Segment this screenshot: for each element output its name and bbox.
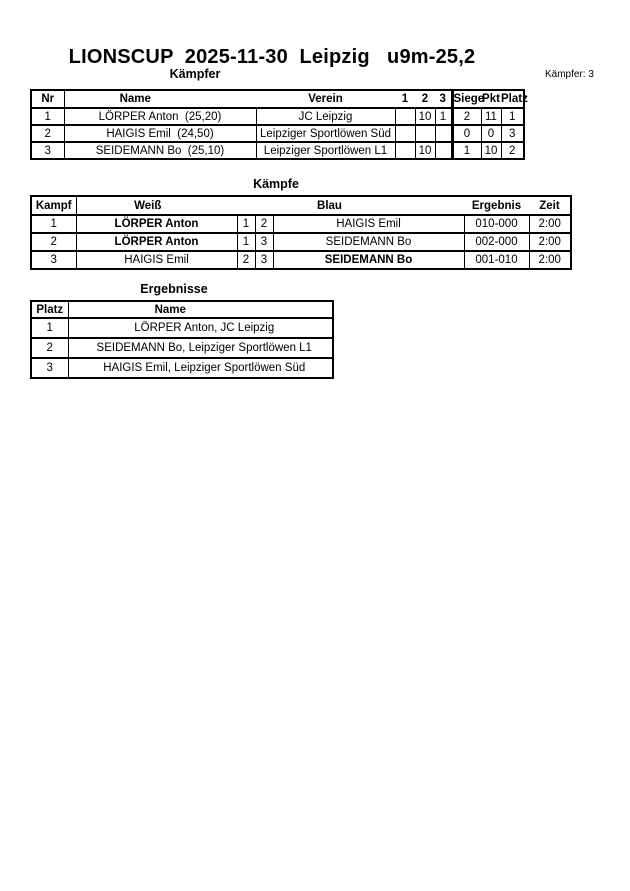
cell-weiss: LÖRPER Anton [76, 215, 237, 233]
col-header-spacer2 [255, 196, 273, 215]
cell-pkt: 0 [481, 125, 501, 142]
cell-platz: 1 [31, 318, 68, 338]
section-title-kaempfer: Kämpfer [169, 67, 221, 81]
col-header-kampf: Kampf [31, 196, 76, 215]
cell-pkt: 10 [481, 142, 501, 159]
section-title-kaempfe: Kämpfe [253, 177, 299, 191]
cell-vs1 [395, 142, 415, 159]
cell-pkt: 11 [481, 108, 501, 125]
cell-vs1 [395, 108, 415, 125]
cell-blau: HAIGIS Emil [273, 215, 464, 233]
cell-name: HAIGIS Emil, Leipziger Sportlöwen Süd [68, 358, 333, 378]
table-row [31, 108, 524, 125]
ergebnisse-table [30, 300, 334, 379]
cell-verein: Leipziger Sportlöwen L1 [256, 142, 395, 159]
cell-zeit: 2:00 [529, 251, 571, 269]
ergebnisse-header-row [31, 301, 333, 318]
fighters-count-label: Kämpfer: 3 [545, 69, 594, 80]
col-header-weiss: Weiß [76, 196, 237, 215]
col-header-siege: Siege [452, 90, 481, 108]
cell-siege: 2 [452, 108, 481, 125]
col-header-3: 3 [435, 90, 452, 108]
cell-platz: 3 [501, 125, 524, 142]
col-header-platz: Platz [31, 301, 68, 318]
cell-blau-nr: 2 [255, 215, 273, 233]
cell-weiss: HAIGIS Emil [76, 251, 237, 269]
cell-name: SEIDEMANN Bo, Leipziger Sportlöwen L1 [68, 338, 333, 358]
cell-siege: 1 [452, 142, 481, 159]
cell-zeit: 2:00 [529, 233, 571, 251]
cell-siege: 0 [452, 125, 481, 142]
col-header-blau: Blau [273, 196, 464, 215]
cell-vs2: 10 [415, 142, 435, 159]
page-title: LIONSCUP 2025-11-30 Leipzig u9m-25,2 [68, 46, 476, 68]
kaempfe-header-row [31, 196, 571, 215]
col-header-nr: Nr [31, 90, 64, 108]
col-header-name: Name [68, 301, 333, 318]
cell-platz: 2 [501, 142, 524, 159]
cell-name: LÖRPER Anton, JC Leipzig [68, 318, 333, 338]
cell-name: HAIGIS Emil (24,50) [64, 125, 256, 142]
cell-blau: SEIDEMANN Bo [273, 233, 464, 251]
kaempfe-table [30, 195, 572, 270]
col-header-1: 1 [395, 90, 415, 108]
col-header-spacer1 [237, 196, 255, 215]
col-header-name: Name [64, 90, 256, 108]
cell-verein: JC Leipzig [256, 108, 395, 125]
cell-blau-nr: 3 [255, 251, 273, 269]
cell-vs2: 10 [415, 108, 435, 125]
kaempfer-header-row [31, 90, 524, 108]
cell-vs3: 1 [435, 108, 452, 125]
cell-ergebnis: 002-000 [464, 233, 529, 251]
table-row [31, 358, 333, 378]
cell-platz: 1 [501, 108, 524, 125]
cell-ergebnis: 010-000 [464, 215, 529, 233]
cell-weiss-nr: 2 [237, 251, 255, 269]
table-row [31, 318, 333, 338]
cell-weiss-nr: 1 [237, 233, 255, 251]
cell-verein: Leipziger Sportlöwen Süd [256, 125, 395, 142]
cell-vs1 [395, 125, 415, 142]
cell-name: SEIDEMANN Bo (25,10) [64, 142, 256, 159]
cell-nr: 3 [31, 142, 64, 159]
col-header-ergebnis: Ergebnis [464, 196, 529, 215]
col-header-pkt: Pkt [481, 90, 501, 108]
cell-kampf: 2 [31, 233, 76, 251]
col-header-2: 2 [415, 90, 435, 108]
cell-nr: 2 [31, 125, 64, 142]
col-header-zeit: Zeit [529, 196, 571, 215]
cell-blau: SEIDEMANN Bo [273, 251, 464, 269]
cell-vs3 [435, 142, 452, 159]
table-row [31, 233, 571, 251]
cell-platz: 2 [31, 338, 68, 358]
table-row [31, 125, 524, 142]
cell-weiss: LÖRPER Anton [76, 233, 237, 251]
col-header-verein: Verein [256, 90, 395, 108]
section-title-ergebnisse: Ergebnisse [140, 282, 208, 296]
cell-vs3 [435, 125, 452, 142]
cell-platz: 3 [31, 358, 68, 378]
cell-vs2 [415, 125, 435, 142]
cell-zeit: 2:00 [529, 215, 571, 233]
col-header-platz: Platz [501, 90, 524, 108]
table-row [31, 338, 333, 358]
cell-weiss-nr: 1 [237, 215, 255, 233]
cell-blau-nr: 3 [255, 233, 273, 251]
cell-kampf: 3 [31, 251, 76, 269]
table-row [31, 142, 524, 159]
cell-kampf: 1 [31, 215, 76, 233]
cell-ergebnis: 001-010 [464, 251, 529, 269]
cell-name: LÖRPER Anton (25,20) [64, 108, 256, 125]
kaempfer-table [30, 89, 528, 160]
table-row [31, 251, 571, 269]
cell-nr: 1 [31, 108, 64, 125]
table-row [31, 215, 571, 233]
